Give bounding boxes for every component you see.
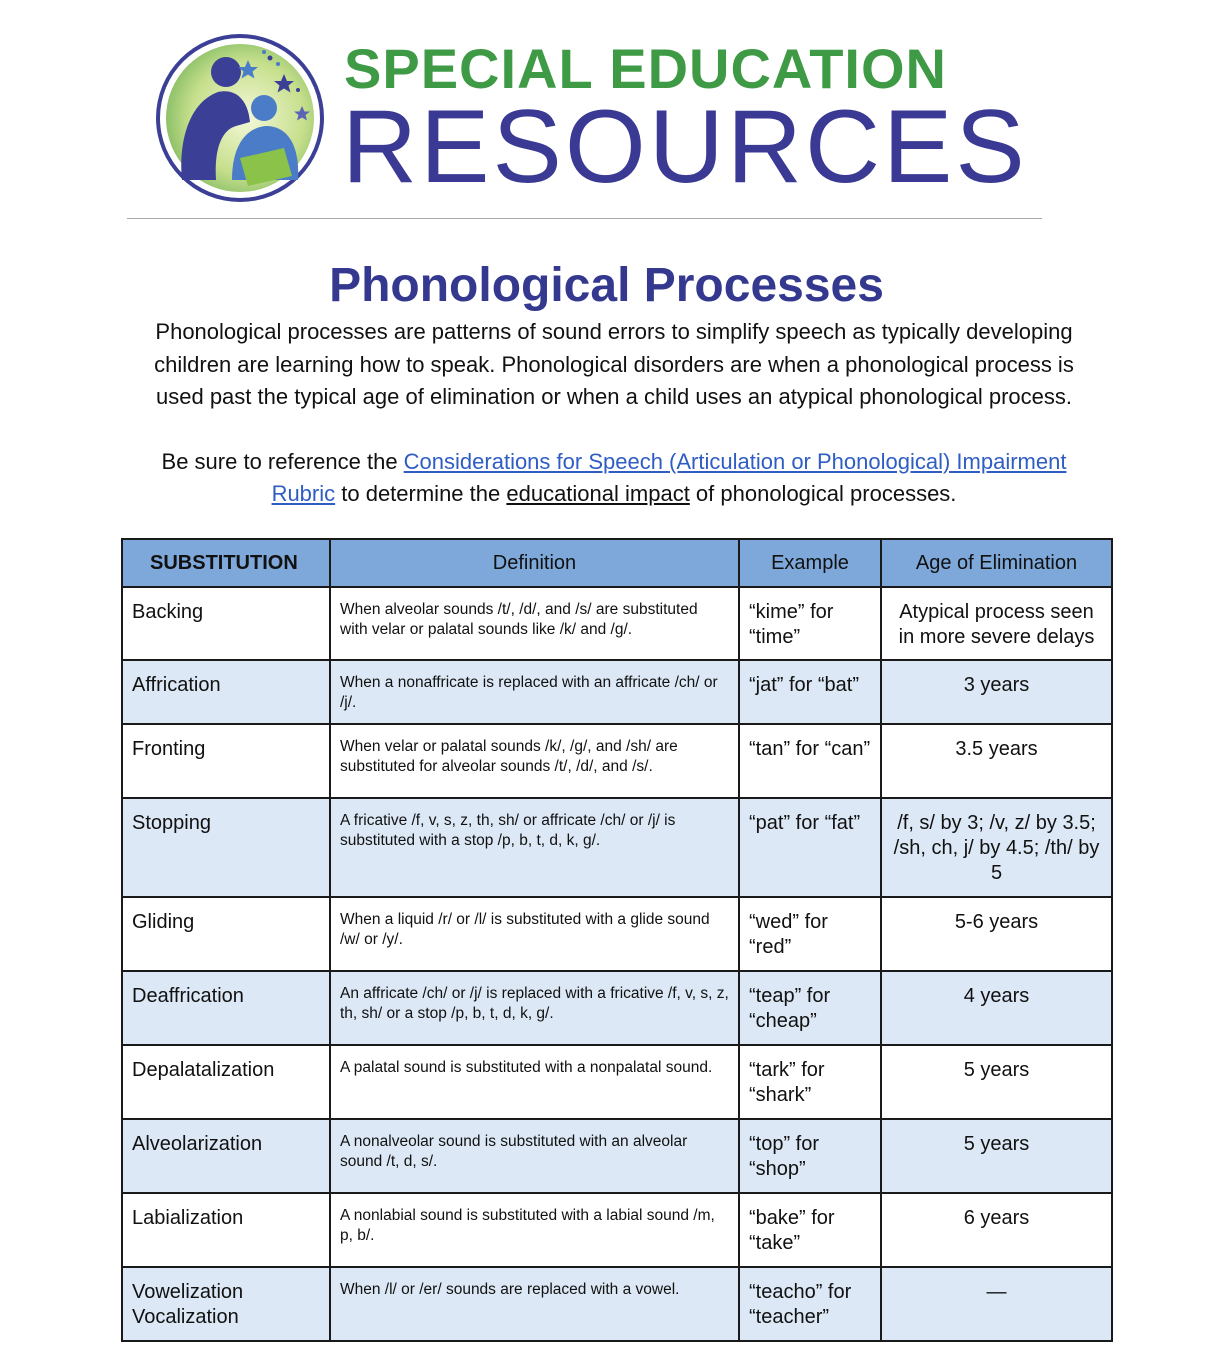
process-name: Affrication (122, 660, 330, 724)
process-example: “wed” for “red” (739, 897, 881, 971)
process-definition: When /l/ or /er/ sounds are replaced with a vowel. (330, 1267, 739, 1341)
process-example: “kime” for “time” (739, 587, 881, 660)
table-header-row (122, 539, 1112, 587)
process-age: 5 years (881, 1045, 1112, 1119)
process-example: “teacho” for “teacher” (739, 1267, 881, 1341)
process-example: “top” for “shop” (739, 1119, 881, 1193)
header (150, 28, 1028, 208)
process-name: Fronting (122, 724, 330, 798)
process-name: Gliding (122, 897, 330, 971)
phonological-processes-table (121, 538, 1113, 1342)
table-row (122, 971, 1112, 1045)
table-row (122, 798, 1112, 897)
page-title: Phonological Processes (329, 259, 884, 312)
table-row (122, 897, 1112, 971)
process-name: Alveolarization (122, 1119, 330, 1193)
process-age: 5 years (881, 1119, 1112, 1193)
process-example: “tark” for “shark” (739, 1045, 881, 1119)
table-row (122, 724, 1112, 798)
process-definition: When a liquid /r/ or /l/ is substituted with a glide sound /w/ or /y/. (330, 897, 739, 971)
process-example: “jat” for “bat” (739, 660, 881, 724)
brand-name-top: SPECIAL EDUCATION (344, 37, 947, 100)
process-example: “pat” for “fat” (739, 798, 881, 897)
table-row (122, 660, 1112, 724)
header-definition: Definition (330, 539, 739, 587)
table-row (122, 1267, 1112, 1341)
process-definition: When alveolar sounds /t/, /d/, and /s/ are substituted with velar or palatal sounds like /k/ and /g/. (330, 587, 739, 660)
process-name: Deaffrication (122, 971, 330, 1045)
process-age: Atypical process seen in more severe delays (881, 587, 1112, 660)
process-definition: A palatal sound is substituted with a nonpalatal sound. (330, 1045, 739, 1119)
process-example: “tan” for “can” (739, 724, 881, 798)
header-divider (127, 218, 1042, 219)
process-age: 3.5 years (881, 724, 1112, 798)
intro-paragraph: Phonological processes are patterns of sound errors to simplify speech as typically developing children are learning how to speak. Phonological disorders are when a phonological process is used past the typical age of elimination or when a child uses an atypical phonological process. (154, 319, 1074, 409)
process-definition: An affricate /ch/ or /j/ is replaced with a fricative /f, v, s, z, th, sh/ or a stop /p, b, t, d, k, g/. (330, 971, 739, 1045)
educational-impact-text: educational impact (506, 481, 690, 506)
table-row (122, 587, 1112, 660)
process-age: 6 years (881, 1193, 1112, 1267)
header-age: Age of Elimination (881, 539, 1112, 587)
process-definition: A nonalveolar sound is substituted with an alveolar sound /t, d, s/. (330, 1119, 739, 1193)
header-example: Example (739, 539, 881, 587)
process-name: Stopping (122, 798, 330, 897)
process-name: Labialization (122, 1193, 330, 1267)
process-age: 3 years (881, 660, 1112, 724)
header-substitution: SUBSTITUTION (122, 539, 330, 587)
adult-child-reading-logo (152, 30, 328, 206)
process-name: Backing (122, 587, 330, 660)
reference-text-after: of phonological processes. (689, 481, 957, 506)
reference-text-before: Be sure to reference the (161, 448, 404, 474)
rubric-link[interactable]: Considerations for Speech (Articulation or Phonological) Impairment Rubric (271, 448, 1067, 506)
process-age: 5-6 years (881, 897, 1112, 971)
reference-text-middle: to determine the (335, 481, 507, 506)
table-row (122, 1119, 1112, 1193)
intro (130, 316, 1098, 511)
process-name: Depalatalization (122, 1045, 330, 1119)
table-row (122, 1045, 1112, 1119)
process-definition: A fricative /f, v, s, z, th, sh/ or affricate /ch/ or /j/ is substituted with a stop /p, b, t, d, k, g/. (330, 798, 739, 897)
process-age: /f, s/ by 3; /v, z/ by 3.5; /sh, ch, j/ by 4.5; /th/ by 5 (881, 798, 1112, 897)
brand-name-bottom: RESOURCES (342, 89, 1028, 205)
table-row (122, 1193, 1112, 1267)
process-definition: When a nonaffricate is replaced with an affricate /ch/ or /j/. (330, 660, 739, 724)
process-definition: When velar or palatal sounds /k/, /g/, and /sh/ are substituted for alveolar sounds /t/, /d/, and /s/. (330, 724, 739, 798)
reference-paragraph (130, 446, 1098, 511)
process-definition: A nonlabial sound is substituted with a labial sound /m, p, b/. (330, 1193, 739, 1267)
process-age: 4 years (881, 971, 1112, 1045)
process-example: “bake” for “take” (739, 1193, 881, 1267)
process-name: Vowelization Vocalization (122, 1267, 330, 1341)
process-example: “teap” for “cheap” (739, 971, 881, 1045)
process-age: — (881, 1267, 1112, 1341)
